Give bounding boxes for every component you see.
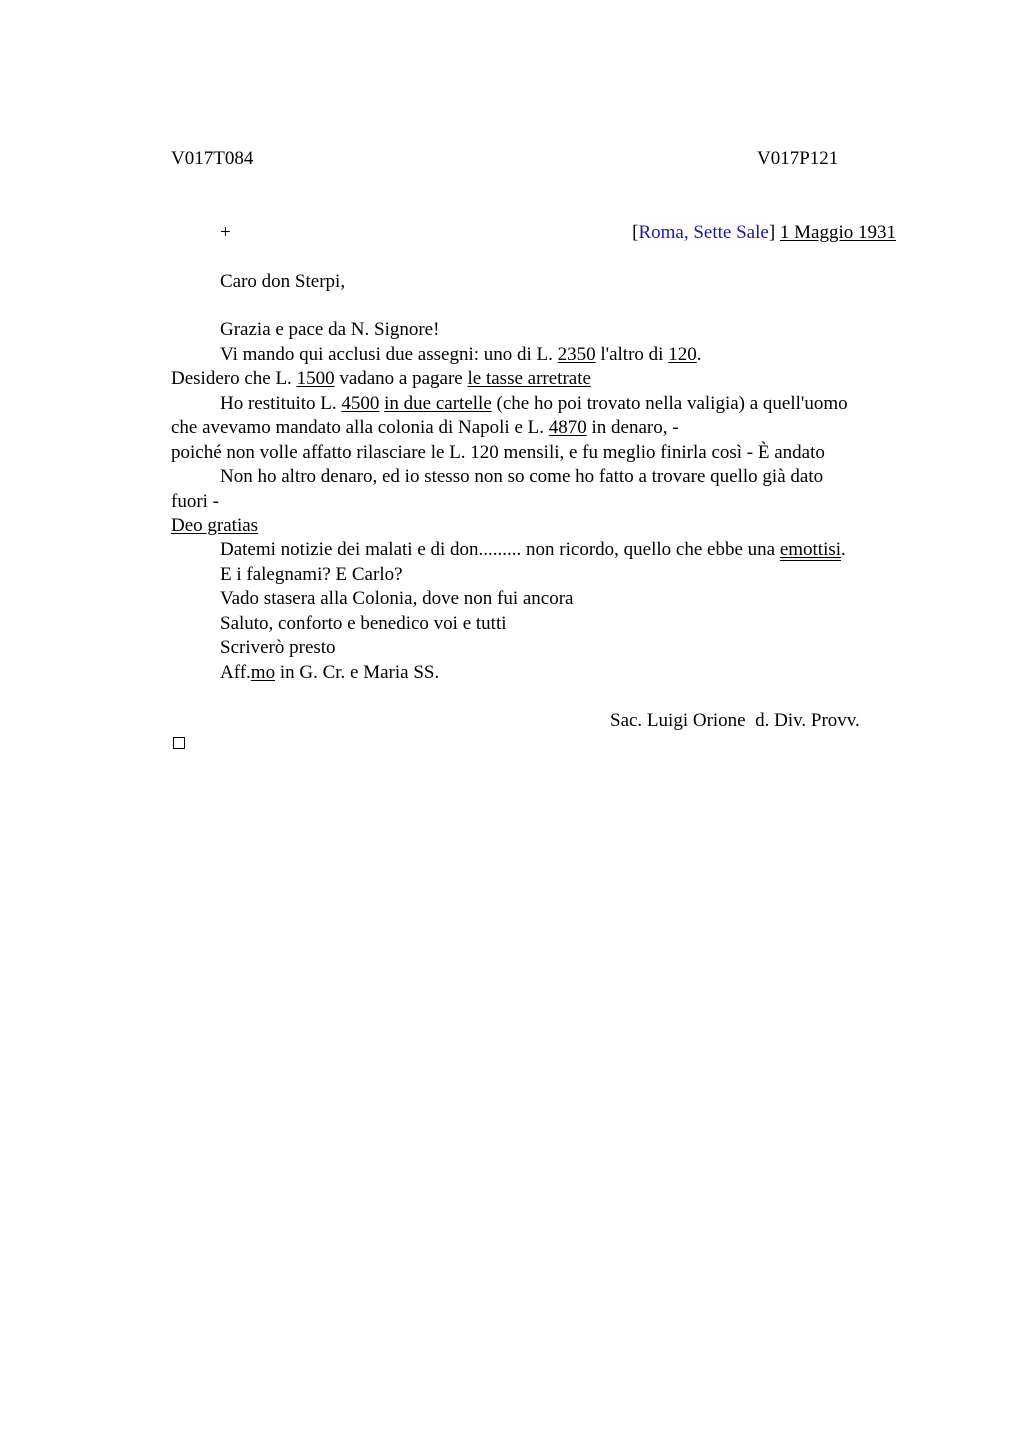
text-segment: . xyxy=(841,539,846,560)
body-line-2 xyxy=(220,343,701,367)
amount-4500: 4500 xyxy=(341,393,380,414)
body-line-5 xyxy=(171,416,679,440)
closing-line xyxy=(220,661,439,685)
deo-gratias: Deo gratias xyxy=(171,515,259,536)
text-segment: Desidero che L. xyxy=(171,368,297,389)
salutation: Caro don Sterpi, xyxy=(220,271,346,292)
signature: Sac. Luigi Orione d. Div. Provv. xyxy=(610,710,860,731)
text-segment: (che ho poi trovato nella valigia) a quell'uomo xyxy=(491,393,848,414)
text-segment: . xyxy=(696,344,702,365)
bracket-close: ] xyxy=(768,222,776,243)
body-line-12: Vado stasera alla Colonia, dove non fui ancora xyxy=(220,588,574,609)
amount-4870: 4870 xyxy=(548,417,587,438)
text-segment: Datemi notizie dei malati e di don......... non ricordo, quello che ebbe una xyxy=(220,539,780,560)
bracket-open: [ xyxy=(632,222,639,243)
body-line-4 xyxy=(220,392,848,416)
letter-date: 1 Maggio 1931 xyxy=(779,222,896,243)
checkbox-square-icon xyxy=(173,737,185,749)
text-segment: Aff. xyxy=(220,662,251,683)
body-line-8: fuori - xyxy=(171,491,220,512)
body-line-10 xyxy=(220,538,846,562)
text-segment: Ho restituito L. xyxy=(220,393,342,414)
body-line-11: E i falegnami? E Carlo? xyxy=(220,564,403,585)
text-segment: vadano a pagare xyxy=(334,368,468,389)
body-line-14: Scriverò presto xyxy=(220,637,336,658)
underlined-phrase: in due cartelle xyxy=(384,393,492,414)
place-date-line xyxy=(632,221,896,245)
document-code-right: V017P121 xyxy=(757,148,839,169)
body-line-7: Non ho altro denaro, ed io stesso non so come ho fatto a trovare quello già dato xyxy=(220,466,824,487)
text-segment: in denaro, - xyxy=(586,417,679,438)
text-segment: in G. Cr. e Maria SS. xyxy=(275,662,440,683)
document-code-left: V017T084 xyxy=(171,148,254,169)
text-segment: l'altro di xyxy=(595,344,669,365)
body-line-3 xyxy=(171,367,591,391)
cross-symbol: + xyxy=(220,222,231,243)
amount-1500: 1500 xyxy=(296,368,335,389)
body-line-13: Saluto, conforto e benedico voi e tutti xyxy=(220,613,507,634)
underlined-abbrev: mo xyxy=(250,662,276,683)
body-line-6: poiché non volle affatto rilasciare le L. 120 mensili, e fu meglio finirla così - È andato xyxy=(171,442,825,463)
place-name: Roma, Sette Sale xyxy=(638,222,769,243)
text-segment: Vi mando qui acclusi due assegni: uno di L. xyxy=(220,344,558,365)
double-underlined-word: emottisi xyxy=(779,539,842,560)
amount-120: 120 xyxy=(668,344,697,365)
text-segment: che avevamo mandato alla colonia di Napoli e L. xyxy=(171,417,549,438)
amount-2350: 2350 xyxy=(557,344,596,365)
underlined-phrase: le tasse arretrate xyxy=(467,368,591,389)
body-line-1: Grazia e pace da N. Signore! xyxy=(220,319,440,340)
